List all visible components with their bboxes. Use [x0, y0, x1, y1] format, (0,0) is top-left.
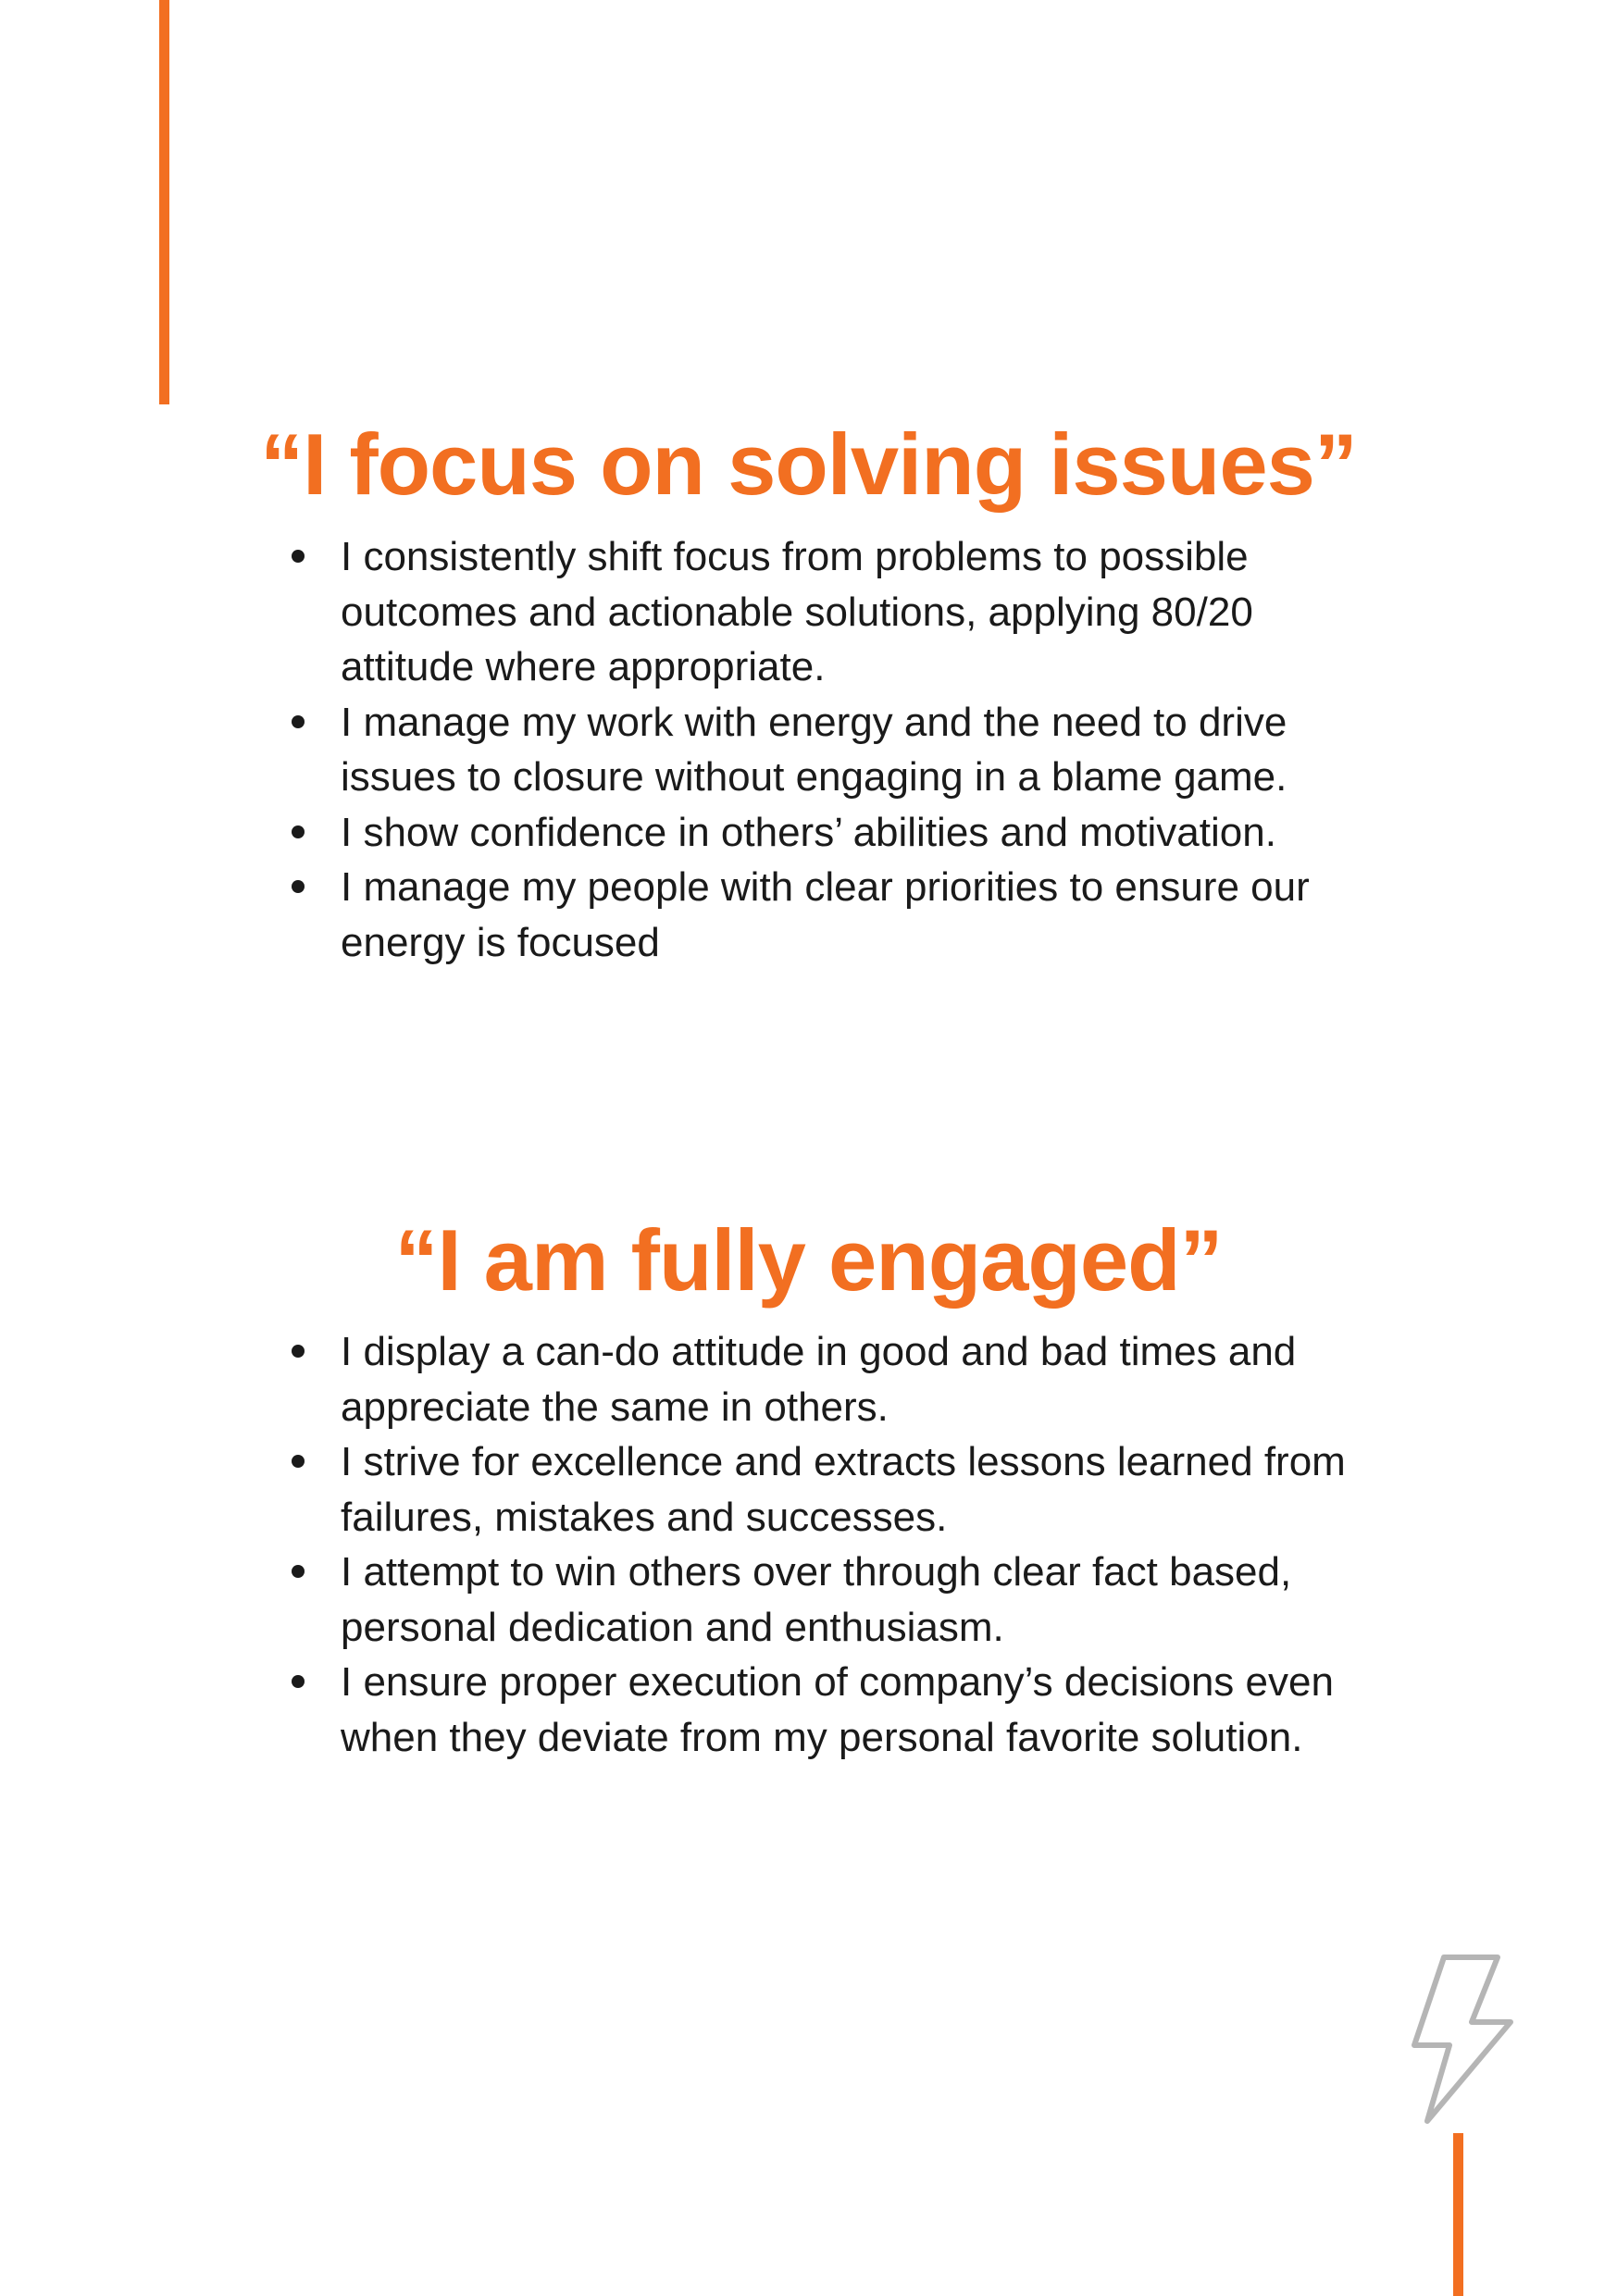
bullet-text: I consistently shift focus from problems to possible outcomes and actionable solutions, applying 80/20 attitude where appropriate. [341, 534, 1253, 689]
list-item [341, 805, 1387, 861]
bullet-dot-icon [292, 825, 305, 838]
list-item [341, 860, 1387, 970]
bullet-text: I ensure proper execution of company’s decisions even when they deviate from my personal favorite solution. [341, 1659, 1334, 1760]
bullet-text: I show confidence in others’ abilities and motivation. [341, 809, 1276, 855]
list-item [341, 1324, 1387, 1434]
bullet-dot-icon [292, 550, 305, 563]
list-item [341, 529, 1387, 695]
list-item [341, 1655, 1387, 1765]
list-item [341, 1545, 1387, 1655]
bullet-text: I manage my people with clear priorities to ensure our energy is focused [341, 864, 1310, 965]
bullet-text: I attempt to win others over through clear fact based, personal dedication and enthusiasm. [341, 1549, 1292, 1650]
bullet-list-fully-engaged [341, 1324, 1387, 1765]
bottom-accent-bar [1453, 2133, 1463, 2296]
bullet-text: I manage my work with energy and the need to drive issues to closure without engaging in a blame game. [341, 699, 1287, 800]
bullet-text: I display a can-do attitude in good and bad times and appreciate the same in others. [341, 1329, 1297, 1430]
bullet-dot-icon [292, 1675, 305, 1688]
bullet-dot-icon [292, 880, 305, 893]
top-accent-bar [159, 0, 169, 404]
list-item [341, 1434, 1387, 1545]
section-title-fully-engaged: “I am fully engaged” [394, 1211, 1223, 1309]
bullet-dot-icon [292, 1565, 305, 1578]
bullet-dot-icon [292, 715, 305, 728]
list-item [341, 695, 1387, 805]
lightning-bolt-icon [1407, 1953, 1518, 2128]
bullet-list-solving-issues [341, 529, 1387, 970]
bullet-dot-icon [292, 1345, 305, 1358]
section-title-solving-issues: “I focus on solving issues” [260, 416, 1357, 513]
bullet-dot-icon [292, 1455, 305, 1468]
bullet-text: I strive for excellence and extracts lessons learned from failures, mistakes and successes. [341, 1439, 1346, 1540]
